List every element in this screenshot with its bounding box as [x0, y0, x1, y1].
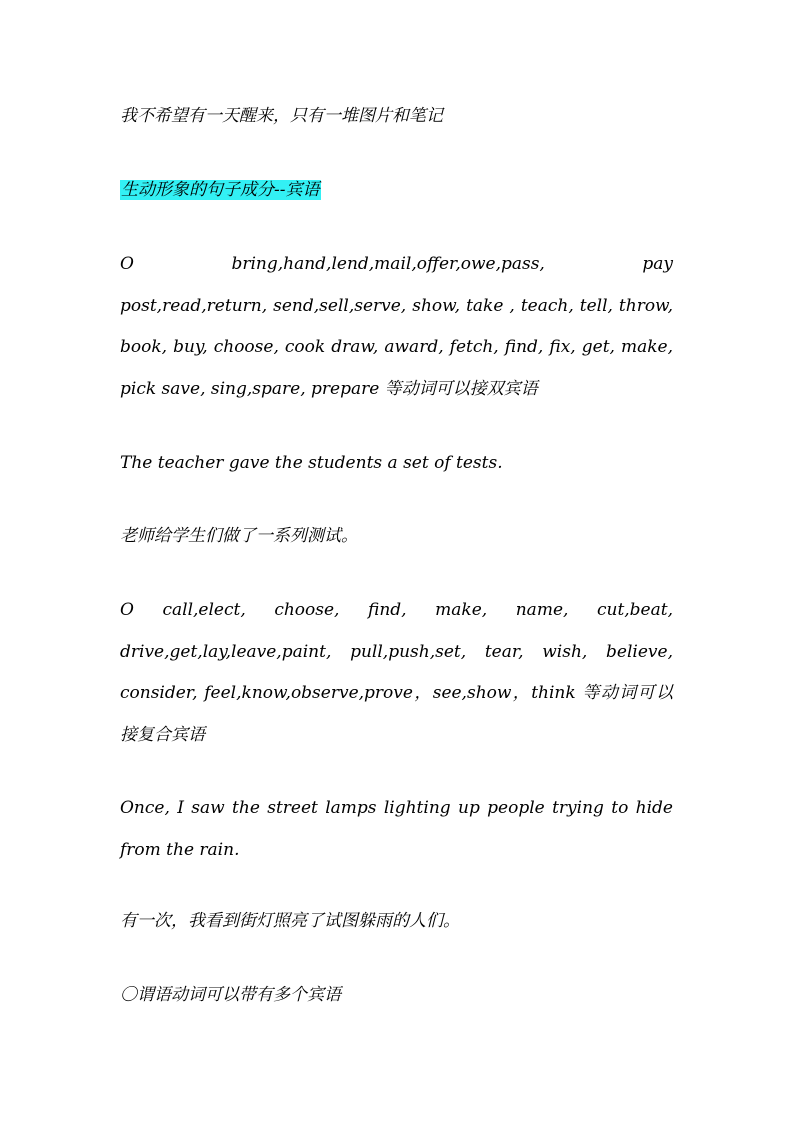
highlighted-heading-text: 生动形象的句子成分--宾语 — [121, 180, 320, 200]
example-sentence-english: The teacher gave the students a set of tests. — [120, 453, 503, 473]
paragraph-double-object-verbs — [120, 244, 673, 410]
example-sentence-english-2: Once, I saw the street lamps lighting up people trying to hide from the rain. — [120, 798, 673, 860]
paragraph-multiple-objects: 〇谓语动词可以带有多个宾语 — [120, 985, 341, 1005]
verb-list-segment: bring,hand,lend,mail,offer,owe,pass, — [231, 254, 545, 274]
paragraph-continuation: post,read,return, send,sell,serve, show, take , teach, tell, throw, book, buy, choose, cook draw, award, fetch, find, fix, get, make, pick save, sing,spare, prepare 等动词可以接双宾语 — [120, 295, 673, 399]
paragraph-intro: 我不希望有一天醒来，只有一堆图片和笔记 — [120, 106, 443, 126]
section-heading — [120, 170, 673, 212]
circle-marker: O — [120, 254, 134, 274]
example-sentence-chinese-2: 有一次，我看到街灯照亮了试图躲雨的人们。 — [120, 911, 460, 931]
verb-list-segment: pay — [642, 254, 673, 274]
paragraph-complex-object-verbs: O call,elect, choose, find, make, name, cut,beat, drive,get,lay,leave,paint, pull,push,set, tear, wish, believe, consider, feel,know,observe,prove，see,show，think 等动词可以接复合宾语 — [120, 600, 673, 745]
paragraph-first-line — [120, 244, 673, 286]
example-sentence-chinese: 老师给学生们做了一系列测试。 — [120, 526, 358, 546]
